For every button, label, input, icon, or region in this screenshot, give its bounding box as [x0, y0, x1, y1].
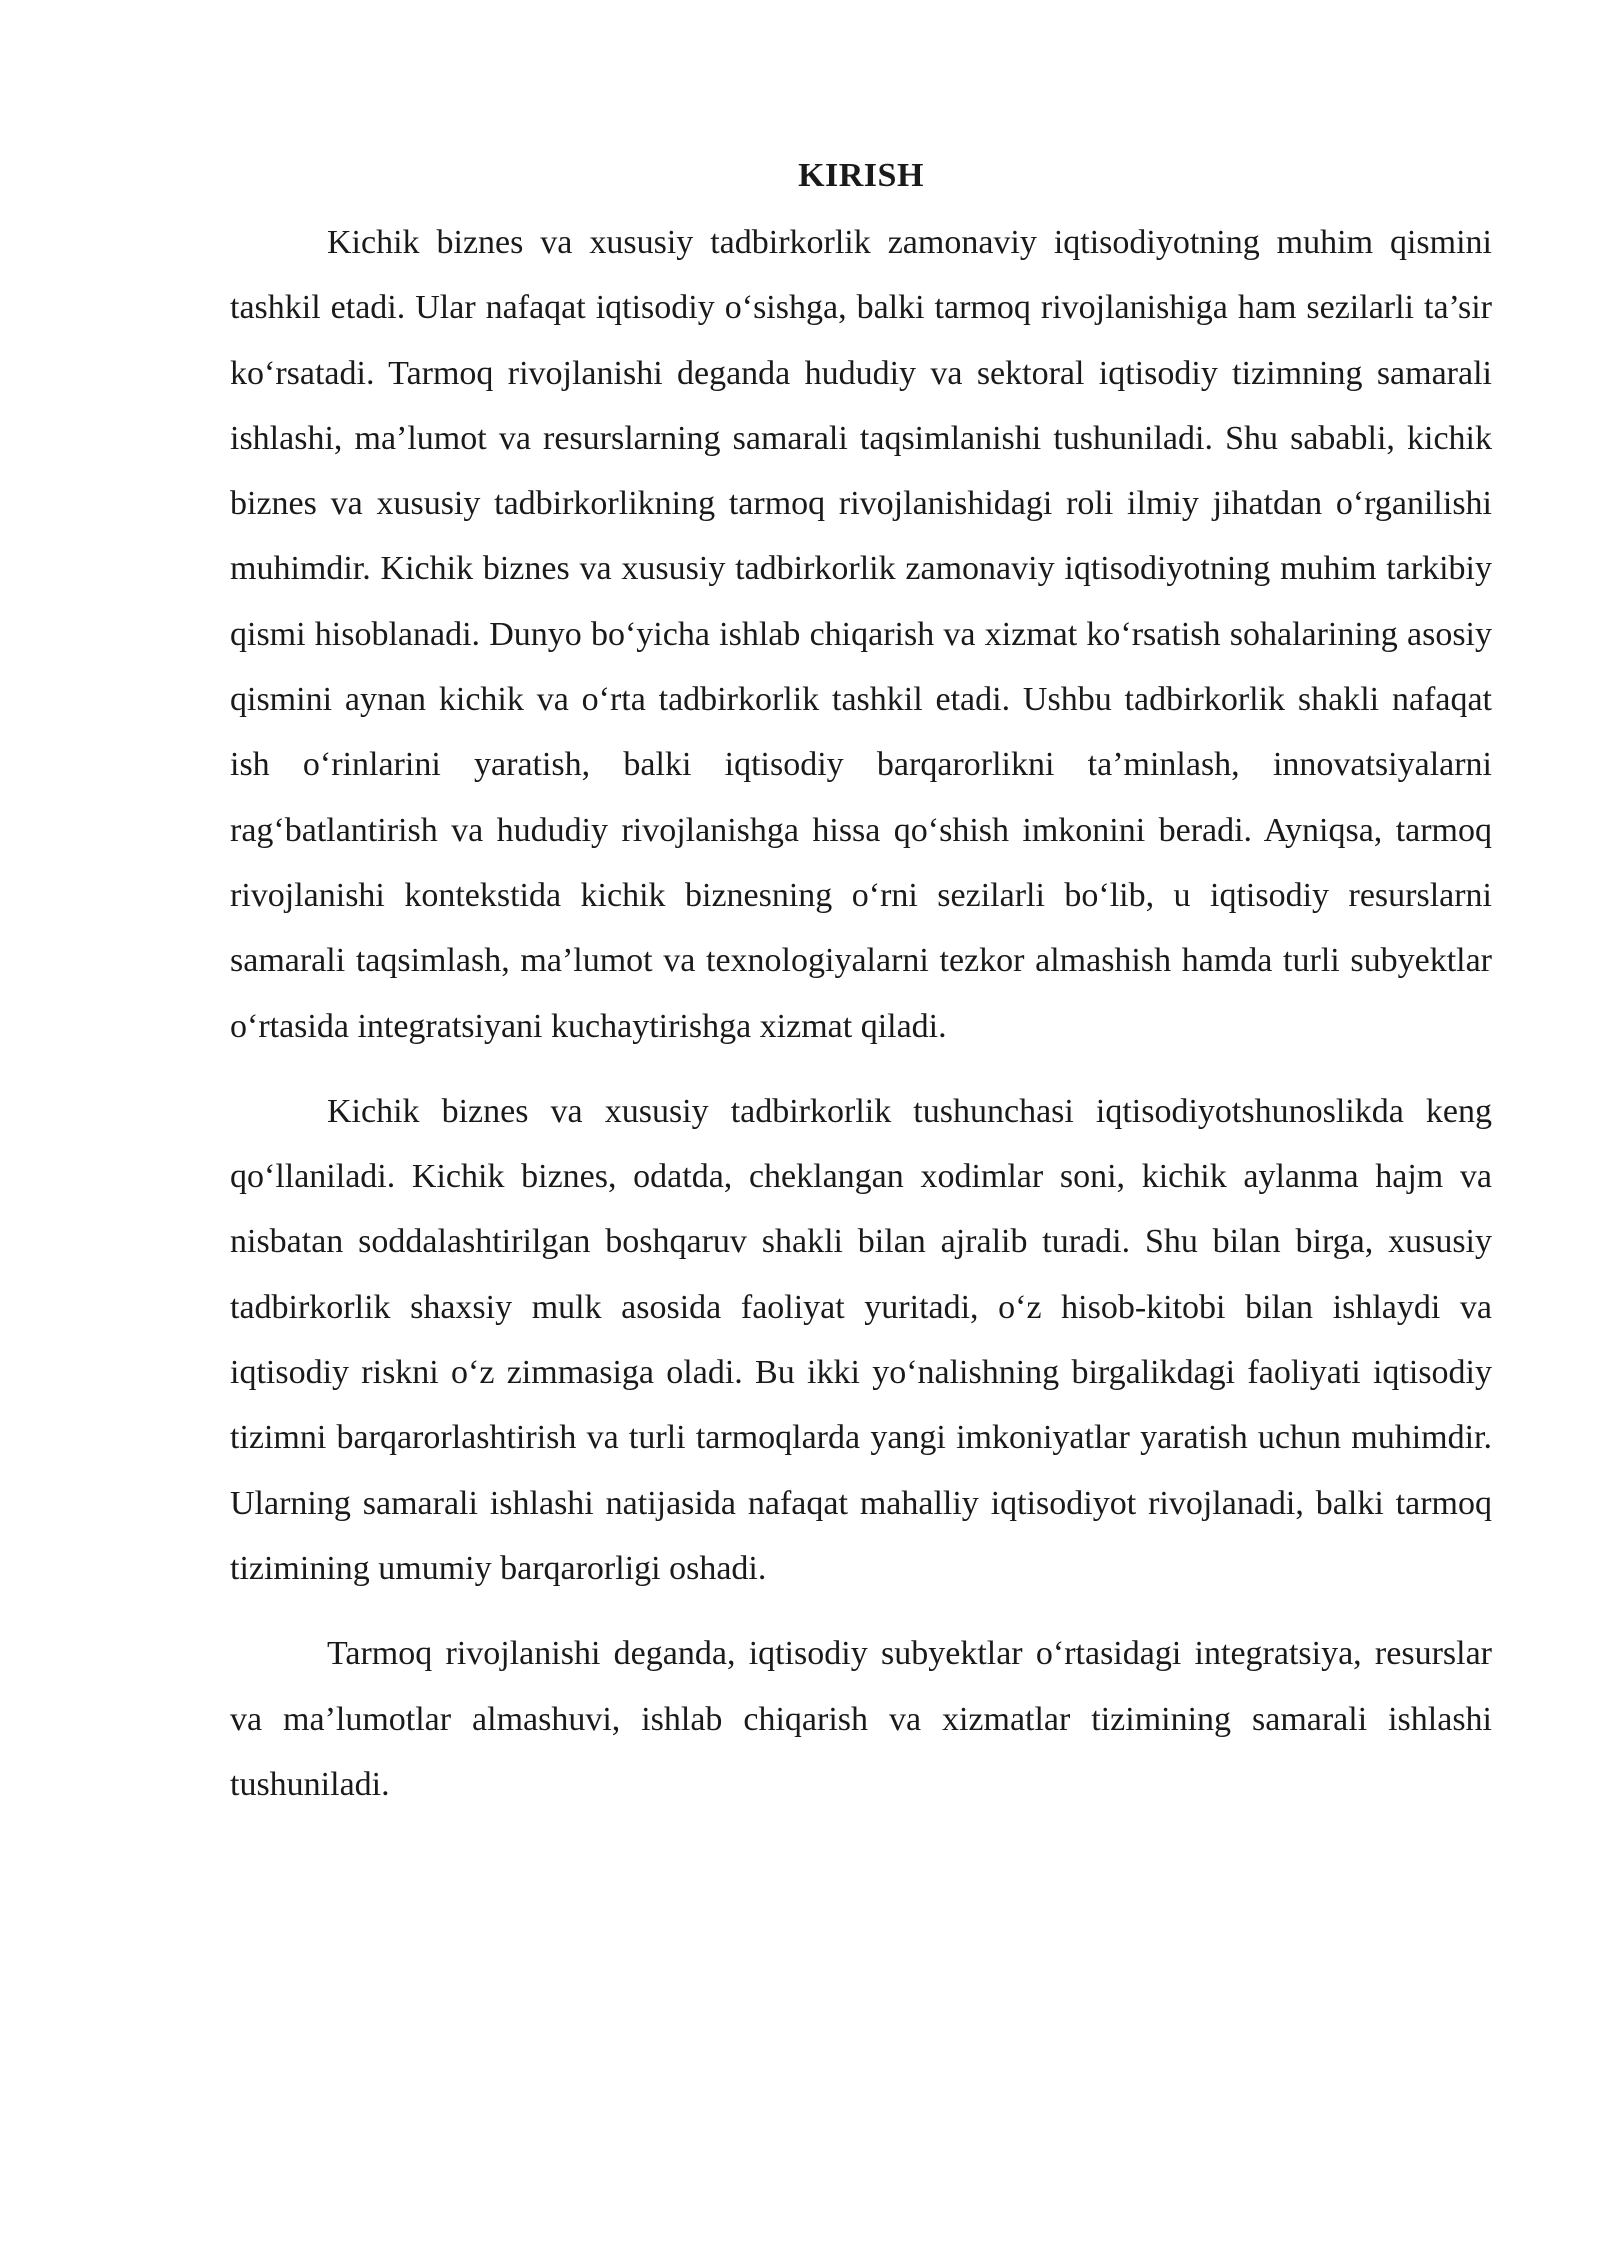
paragraph-3: Tarmoq rivojlanishi deganda, iqtisodiy subyektlar o‘rtasidagi integratsiya, resurslar va ma’lumotlar almashuvi, ishlab chiqarish va xizmatlar tizimining samarali ishlashi tushuniladi. — [230, 1635, 1492, 1803]
paragraph-1: Kichik biznes va xususiy tadbirkorlik zamonaviy iqtisodiyotning muhim qismini tashkil etadi. Ular nafaqat iqtisodiy o‘sishga, balki tarmoq rivojlanishiga ham sezilarli ta’sir ko‘rsatadi. Tarmoq rivojlanishi deganda hududiy va sektoral iqtisodiy tizimning samarali ishlashi, ma’lumot va resurslarning samarali taqsimlanishi tushuniladi. Shu sababli, kichik biznes va xususiy tadbirkorlikning tarmoq rivojlanishidagi roli ilmiy jihatdan o‘rganilishi muhimdir. Kichik biznes va xususiy tadbirkorlik zamonaviy iqtisodiyotning muhim tarkibiy qismi hisoblanadi. Dunyo bo‘yicha ishlab chiqarish va xizmat ko‘rsatish sohalarining asosiy qismini aynan kichik va o‘rta tadbirkorlik tashkil etadi. Ushbu tadbirkorlik shakli nafaqat ish o‘rinlarini yaratish, balki iqtisodiy barqarorlikni ta’minlash, innovatsiyalarni rag‘batlantirish va hududiy rivojlanishga hissa qo‘shish imkonini beradi. Ayniqsa, tarmoq rivojlanishi kontekstida kichik biznesning o‘rni sezilarli bo‘lib, u iqtisodiy resurslarni samarali taqsimlash, ma’lumot va texnologiyalarni tezkor almashish hamda turli subyektlar o‘rtasida integratsiyani kuchaytirishga xizmat qiladi. — [230, 224, 1492, 1045]
page-title: KIRISH — [798, 157, 924, 194]
document-body — [230, 148, 1492, 1837]
paragraph-2: Kichik biznes va xususiy tadbirkorlik tushunchasi iqtisodiyotshunoslikda keng qo‘llaniladi. Kichik biznes, odatda, cheklangan xodimlar soni, kichik aylanma hajm va nisbatan soddalashtirilgan boshqaruv shakli bilan ajralib turadi. Shu bilan birga, xususiy tadbirkorlik shaxsiy mulk asosida faoliyat yuritadi, o‘z hisob-kitobi bilan ishlaydi va iqtisodiy riskni o‘z zimmasiga oladi. Bu ikki yo‘nalishning birgalikdagi faoliyati iqtisodiy tizimni barqarorlashtirish va turli tarmoqlarda yangi imkoniyatlar yaratish uchun muhimdir. Ularning samarali ishlashi natijasida nafaqat mahalliy iqtisodiyot rivojlanadi, balki tarmoq tizimining umumiy barqarorligi oshadi. — [230, 1092, 1492, 1587]
